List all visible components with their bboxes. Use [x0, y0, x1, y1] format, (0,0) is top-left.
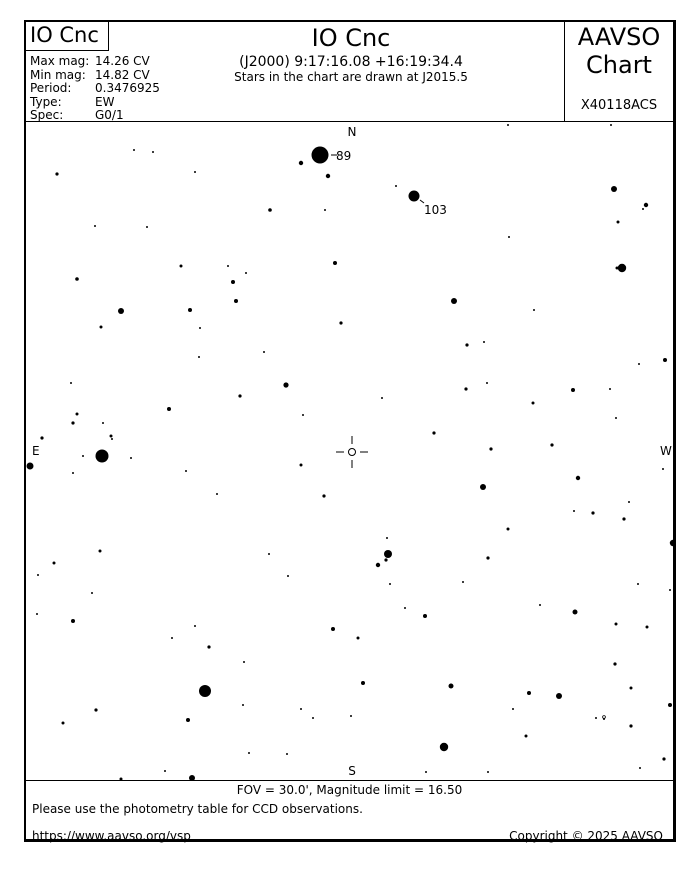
star-52	[76, 413, 79, 416]
star-20	[618, 264, 626, 272]
star-54	[102, 422, 104, 424]
star-30	[199, 327, 201, 329]
star-46	[464, 387, 467, 390]
chart-title-block	[156, 23, 546, 84]
star-82	[376, 563, 380, 567]
star-59	[111, 438, 113, 440]
star-49	[609, 388, 611, 390]
star-114	[527, 691, 531, 695]
star-105	[357, 637, 360, 640]
info-min-mag	[30, 69, 160, 83]
star-88	[37, 574, 39, 576]
star-25	[245, 272, 247, 274]
star-128	[62, 722, 65, 725]
star-87	[53, 562, 56, 565]
info-value: 14.26 CV	[95, 54, 150, 68]
star-34	[234, 299, 238, 303]
epoch-note: Stars in the chart are drawn at J2015.5	[234, 70, 468, 84]
star-23	[180, 265, 183, 268]
star-9	[324, 209, 326, 211]
photometry-note: Please use the photometry table for CCD observations.	[32, 802, 363, 816]
star-130	[525, 735, 528, 738]
star-56	[302, 414, 304, 416]
star-120	[629, 724, 632, 727]
star-2	[299, 161, 303, 165]
star-73	[216, 493, 218, 495]
star-106	[171, 637, 173, 639]
comp-label-103: 103	[424, 203, 447, 217]
info-value: G0/1	[95, 108, 124, 122]
star-26	[333, 261, 337, 265]
star-93	[462, 581, 464, 583]
star-61	[489, 447, 492, 450]
star-115	[556, 693, 562, 699]
star-113	[449, 684, 454, 689]
star-38	[198, 356, 200, 358]
chart-id: X40118ACS	[580, 98, 658, 113]
star-0	[312, 147, 329, 164]
star-17	[94, 225, 96, 227]
chart-frame	[24, 20, 676, 842]
star-99	[423, 614, 427, 618]
star-66	[72, 472, 74, 474]
star-hollow	[603, 716, 606, 719]
info-value: EW	[95, 94, 115, 109]
star-76	[622, 517, 625, 520]
star-94	[637, 583, 639, 585]
star-51	[167, 407, 171, 411]
star-info	[30, 55, 160, 123]
chart-coords: (J2000) 9:17:16.08 +16:19:34.4	[239, 54, 463, 70]
star-12	[611, 186, 617, 192]
star-134	[286, 753, 288, 755]
star-name: IO Cnc	[30, 23, 99, 47]
star-68	[185, 470, 187, 472]
star-33	[533, 309, 535, 311]
star-77	[573, 510, 575, 512]
star-1	[409, 191, 420, 202]
star-37	[483, 341, 485, 343]
star-72	[480, 484, 486, 490]
star-19	[508, 236, 510, 238]
star-50	[532, 402, 535, 405]
star-121	[94, 708, 97, 711]
star-name-box	[26, 22, 109, 51]
star-41	[663, 358, 667, 362]
star-55	[615, 417, 617, 419]
star-16	[146, 226, 148, 228]
star-58	[110, 435, 113, 438]
info-type	[30, 96, 160, 110]
aavso-brand-box	[564, 22, 673, 121]
star-71	[576, 476, 580, 480]
info-value: 14.82 CV	[95, 67, 150, 82]
info-spec	[30, 109, 160, 123]
star-116	[630, 687, 633, 690]
star-6	[55, 172, 58, 175]
star-64	[27, 463, 34, 470]
star-91	[91, 592, 93, 594]
star-22	[75, 277, 79, 281]
star-15	[617, 221, 620, 224]
star-78	[591, 511, 594, 514]
star-126	[350, 715, 352, 717]
info-label: Spec:	[30, 108, 64, 122]
copyright: Copyright © 2025 AAVSO	[509, 829, 663, 843]
star-4	[152, 151, 154, 153]
star-127	[512, 708, 514, 710]
target-marker	[349, 449, 356, 456]
star-39	[263, 351, 265, 353]
star-89	[268, 553, 270, 555]
brand-aavso: AAVSO	[577, 23, 661, 51]
info-max-mag	[30, 55, 160, 69]
brand-chart: Chart	[586, 51, 652, 79]
star-70	[662, 468, 664, 470]
star-40	[638, 363, 640, 365]
star-124	[300, 708, 302, 710]
comp-label-89: 89	[336, 149, 352, 163]
target-reticle	[336, 436, 368, 468]
star-field-svg	[26, 122, 676, 780]
star-123	[242, 704, 244, 706]
star-48	[571, 388, 575, 392]
star-112	[361, 681, 365, 685]
star-65	[82, 455, 84, 457]
star-63	[96, 450, 109, 463]
star-5	[133, 149, 135, 151]
stars-layer	[27, 124, 677, 780]
star-14	[642, 208, 644, 210]
star-95	[669, 589, 671, 591]
chart-footer	[26, 780, 673, 843]
direction-south: S	[348, 764, 356, 778]
star-18	[395, 185, 397, 187]
direction-north: N	[347, 125, 357, 139]
star-138	[425, 771, 427, 773]
info-label: Period:	[30, 81, 72, 95]
star-84	[507, 528, 510, 531]
star-131	[662, 757, 665, 760]
star-27	[231, 280, 235, 284]
star-21	[616, 267, 619, 270]
info-period	[30, 82, 160, 96]
star-133	[248, 752, 250, 754]
star-79	[670, 540, 676, 546]
star-101	[573, 610, 578, 615]
star-100	[539, 604, 541, 606]
star-62	[550, 443, 553, 446]
star-96	[71, 619, 75, 623]
star-28	[118, 308, 124, 314]
info-label: Max mag:	[30, 54, 90, 68]
star-43	[283, 382, 288, 387]
star-7	[194, 171, 196, 173]
star-31	[451, 298, 457, 304]
star-44	[238, 394, 241, 397]
star-86	[99, 550, 102, 553]
star-122	[186, 718, 190, 722]
star-67	[130, 457, 132, 459]
star-36	[465, 343, 468, 346]
star-11	[610, 124, 612, 126]
star-57	[40, 436, 43, 439]
direction-west: W	[660, 444, 672, 458]
star-98	[404, 607, 406, 609]
star-29	[188, 308, 192, 312]
star-110	[613, 662, 616, 665]
star-108	[207, 645, 210, 648]
star-119	[595, 717, 597, 719]
star-103	[646, 626, 649, 629]
star-139	[487, 771, 489, 773]
star-104	[331, 627, 335, 631]
info-value: 0.3476925	[95, 81, 160, 95]
direction-east: E	[32, 444, 40, 458]
star-80	[384, 550, 392, 558]
star-125	[312, 717, 314, 719]
info-label: Type:	[30, 94, 62, 109]
star-10	[507, 124, 509, 126]
fov-info: FOV = 30.0', Magnitude limit = 16.50	[236, 783, 463, 797]
star-132	[639, 767, 641, 769]
star-74	[322, 494, 325, 497]
star-75	[628, 501, 630, 503]
star-60	[432, 431, 435, 434]
star-81	[384, 558, 387, 561]
star-8	[268, 208, 272, 212]
star-53	[71, 421, 74, 424]
star-136	[164, 770, 166, 772]
star-129	[440, 743, 448, 751]
star-111	[199, 685, 211, 697]
star-35	[100, 326, 103, 329]
star-3	[326, 174, 330, 178]
star-117	[668, 703, 672, 707]
star-90	[287, 575, 289, 577]
star-107	[194, 625, 196, 627]
star-97	[36, 613, 38, 615]
star-13	[644, 203, 648, 207]
star-32	[339, 321, 342, 324]
star-24	[227, 265, 229, 267]
star-field	[26, 122, 676, 780]
star-42	[70, 382, 72, 384]
chart-header	[26, 22, 673, 122]
chart-title: IO Cnc	[311, 24, 391, 52]
info-label: Min mag:	[30, 67, 86, 82]
star-85	[486, 556, 489, 559]
aavso-url: https://www.aavso.org/vsp	[32, 829, 191, 843]
star-69	[300, 464, 303, 467]
star-83	[386, 537, 388, 539]
star-102	[615, 623, 618, 626]
star-47	[486, 382, 488, 384]
star-92	[389, 583, 391, 585]
star-109	[243, 661, 245, 663]
star-45	[381, 397, 383, 399]
